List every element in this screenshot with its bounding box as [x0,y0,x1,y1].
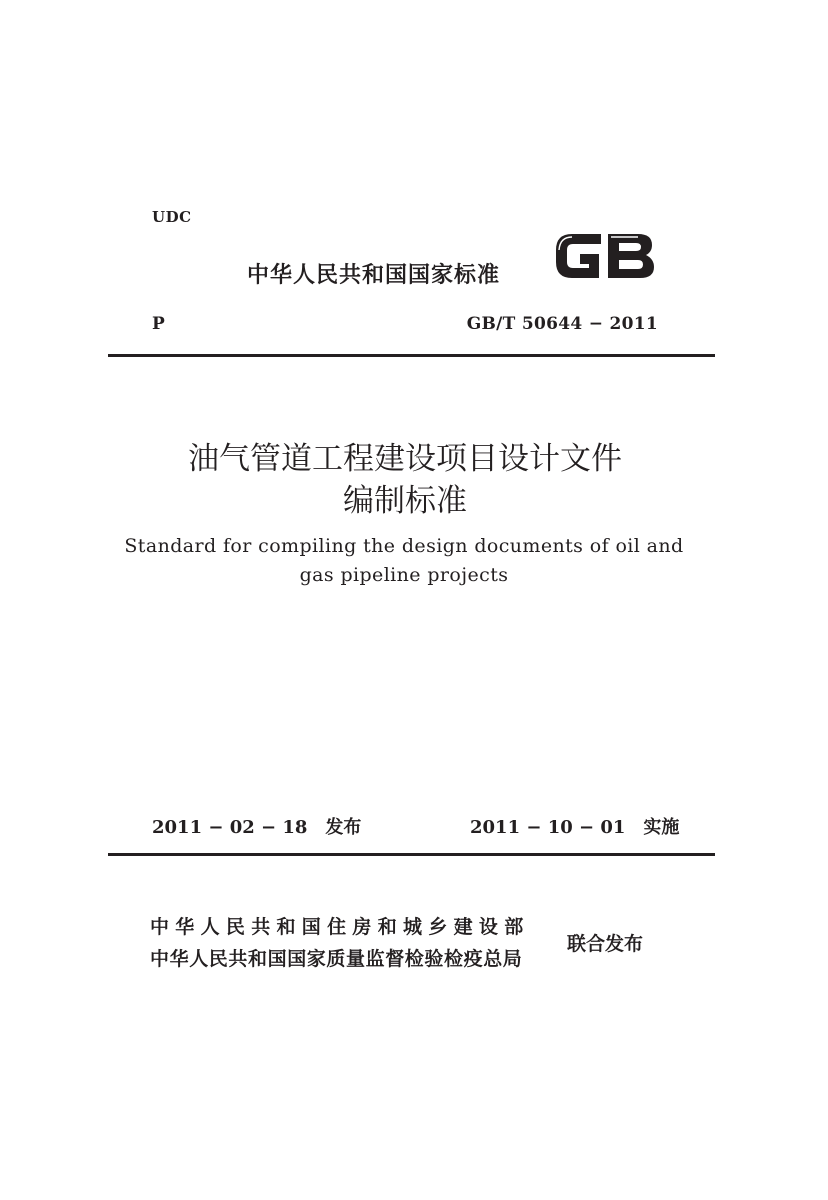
standard-number: GB/T 50644 − 2011 [466,314,658,334]
issuer-aqsiq: 中华人民共和国国家质量监督检验检疫总局 [150,948,523,970]
title-english-line-2: gas pipeline projects [299,564,509,586]
national-standard-heading: 中华人民共和国国家标准 [247,263,501,288]
top-divider [108,354,715,357]
title-english-line-1: Standard for compiling the design documents of oil and [124,535,684,557]
title-chinese-line-2: 编制标准 [343,483,467,519]
title-chinese-line-1: 油气管道工程建设项目设计文件 [188,441,622,477]
gb-logo [552,228,658,284]
issuer-ministry: 中华人民共和国住房和城乡建设部 [150,916,530,938]
implementation-date: 2011 − 10 − 01 实施 [470,817,680,838]
classification-code: P [152,314,165,334]
joint-issue-label: 联合发布 [567,933,644,955]
title-english [0,532,808,590]
title-chinese [0,438,810,522]
bottom-divider [108,853,715,856]
udc-label: UDC [152,208,192,226]
issue-date: 2011 − 02 − 18 发布 [152,817,362,838]
